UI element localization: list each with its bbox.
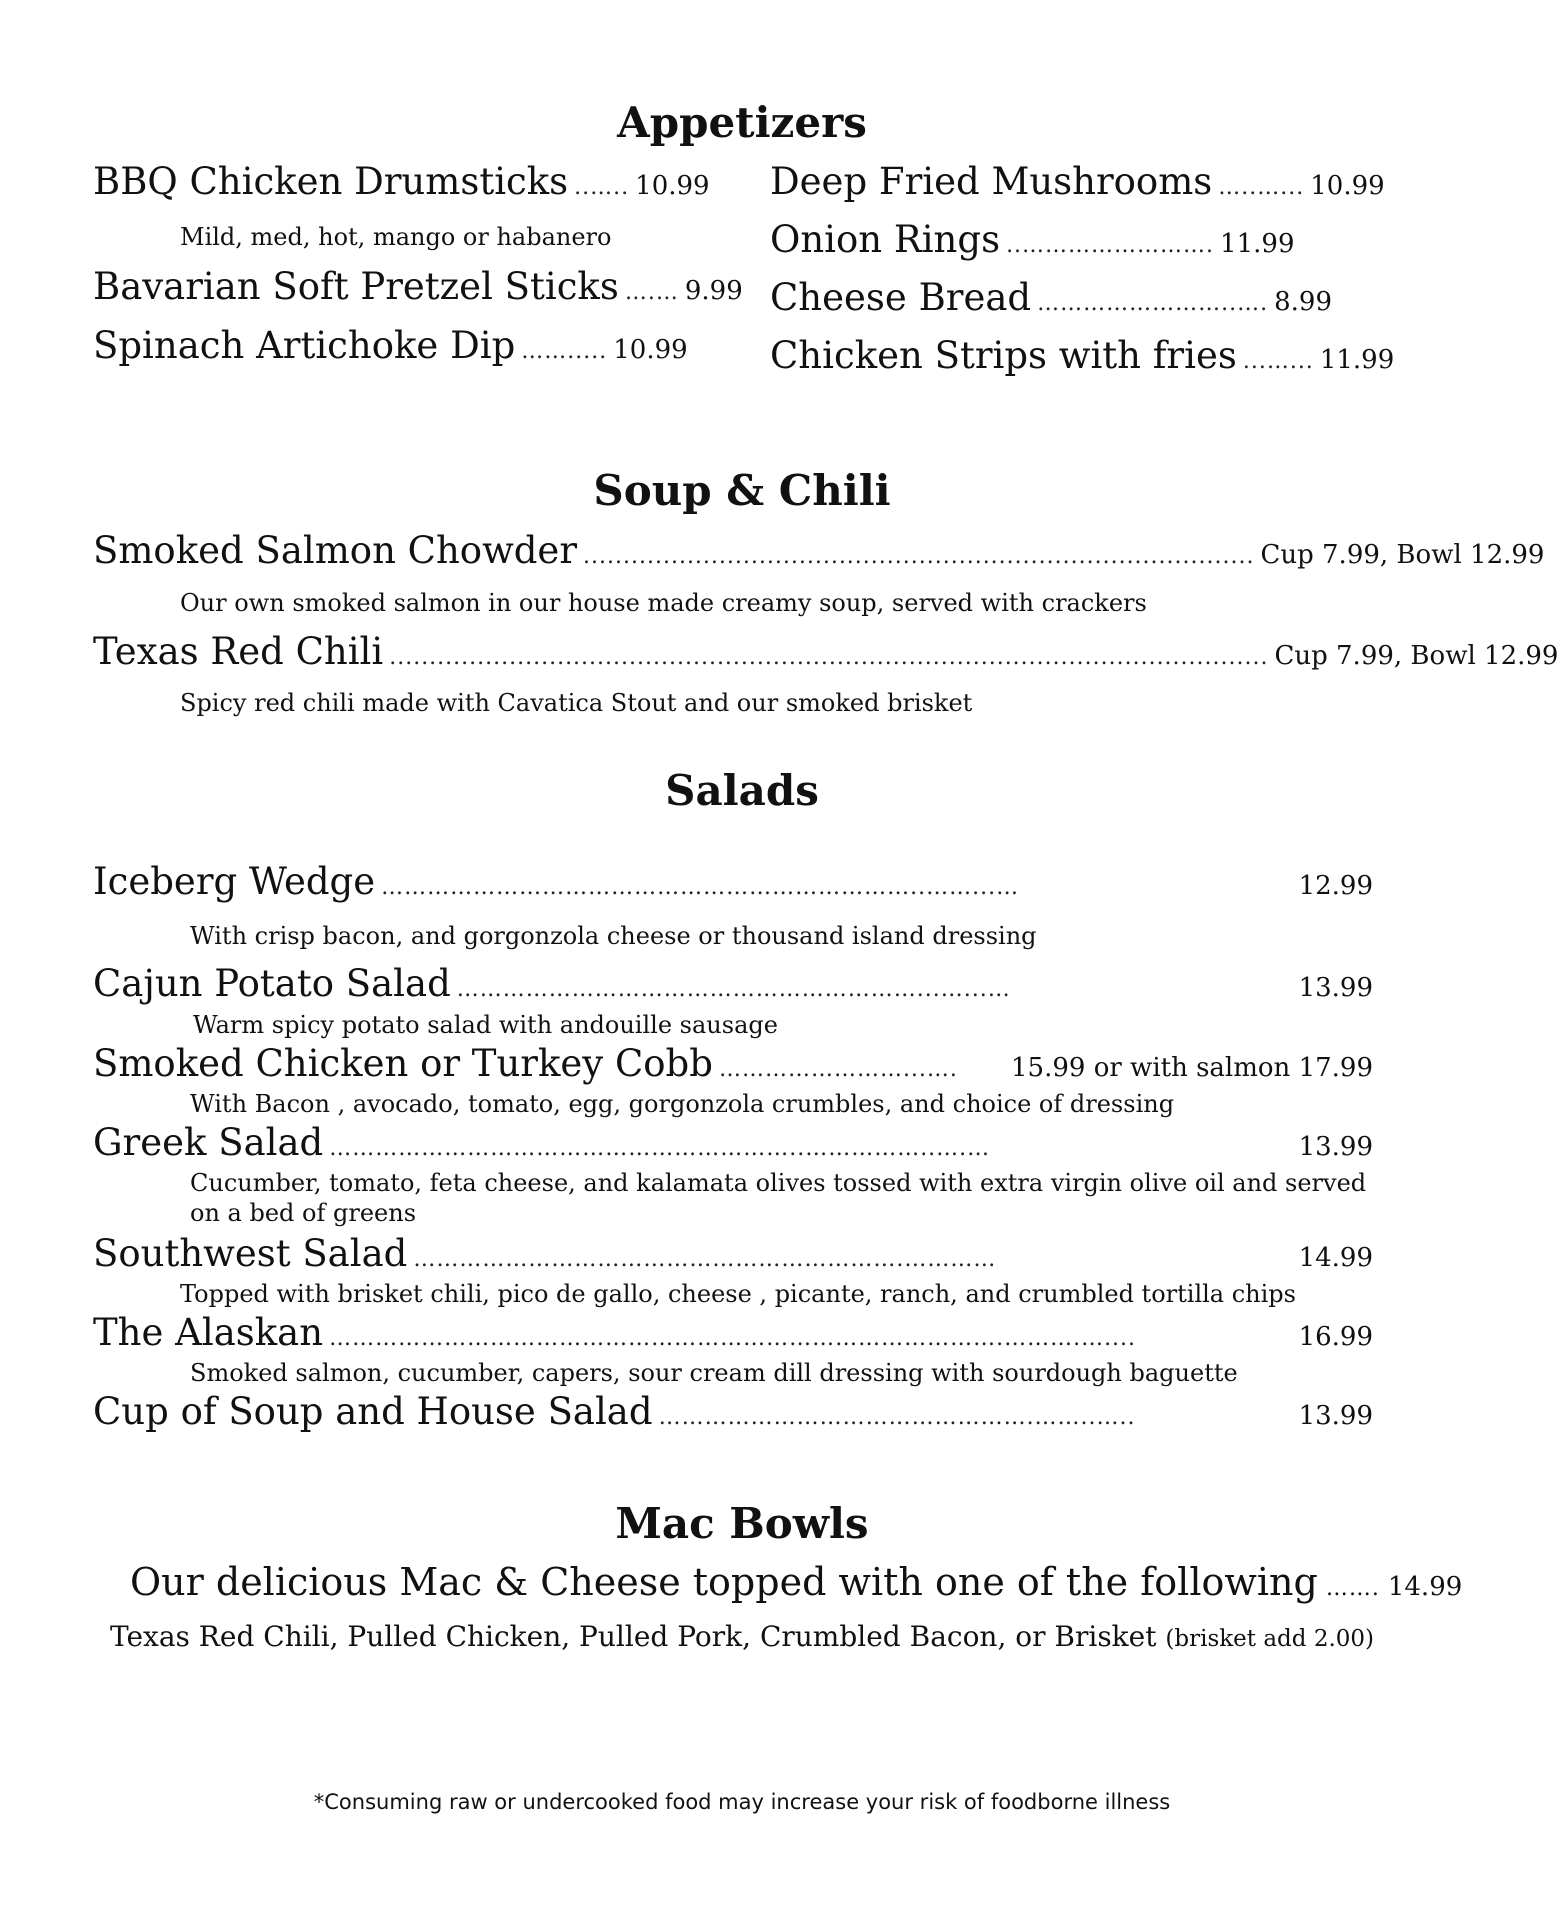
menu-item <box>770 334 1395 377</box>
item-name: BBQ Chicken Drumsticks <box>93 160 569 203</box>
menu-item <box>93 860 1373 903</box>
item-price: Cup 7.99, Bowl 12.99 <box>1274 641 1558 671</box>
item-description: Warm spicy potato salad with andouille sausage <box>193 1011 778 1039</box>
leader-dots: ..……………………. <box>1006 233 1215 258</box>
item-name: Spinach Artichoke Dip <box>93 324 516 367</box>
item-description: Topped with brisket chili, pico de gallo, cheese , picante, ranch, and crumbled tortilla chips <box>180 1280 1296 1308</box>
item-price: 15.99 or with salmon 17.99 <box>1011 1053 1373 1083</box>
item-name: Cheese Bread <box>770 276 1032 319</box>
item-name: Smoked Chicken or Turkey Cobb <box>93 1042 713 1085</box>
item-name: Chicken Strips with fries <box>770 334 1237 377</box>
menu-item <box>770 160 1390 203</box>
item-price: 11.99 <box>1319 345 1395 375</box>
leader-dots: …………………………………………………………………………….……….….... <box>329 1326 1137 1351</box>
leader-dots: ……………………..…. <box>1037 291 1269 316</box>
item-name: Smoked Salmon Chowder <box>93 529 578 572</box>
item-description: Cucumber, tomato, feta cheese, and kalamata olives tossed with extra virgin olive oil and served on a bed of greens <box>190 1169 1367 1227</box>
item-name: Deep Fried Mushrooms <box>770 160 1213 203</box>
leader-dots: .................................................................................... <box>583 544 1255 569</box>
appetizers-heading: Appetizers <box>617 98 867 147</box>
leader-dots: ..….. <box>574 175 630 200</box>
item-price: 10.99 <box>635 171 710 201</box>
menu-item <box>770 218 1390 261</box>
item-name: Southwest Salad <box>93 1232 408 1275</box>
menu-item <box>93 324 693 367</box>
item-price: 13.99 <box>1298 1401 1373 1431</box>
leader-dots: …..…... <box>1218 175 1305 200</box>
menu-item <box>770 276 1390 319</box>
menu-item <box>93 1232 1373 1275</box>
menu-item <box>93 1121 1373 1164</box>
menu-item <box>93 1042 1373 1085</box>
item-price: 14.99 <box>1298 1243 1373 1273</box>
item-name: Texas Red Chili <box>93 630 384 673</box>
item-description: Mild, med, hot, mango or habanero <box>180 223 612 251</box>
mac-bowls-heading: Mac Bowls <box>615 1499 869 1548</box>
leader-dots: ...…... <box>1242 349 1314 374</box>
item-name: The Alaskan <box>93 1311 324 1354</box>
leader-dots: ………………………………………….……..….. <box>658 1405 1136 1430</box>
leader-dots: ……………………………………………………….………… <box>413 1247 997 1272</box>
item-name: Iceberg Wedge <box>93 860 376 903</box>
item-price: Cup 7.99, Bowl 12.99 <box>1260 540 1545 570</box>
item-description: With Bacon , avocado, tomato, egg, gorgonzola crumbles, and choice of dressing <box>190 1090 1175 1118</box>
item-name: Cajun Potato Salad <box>93 962 451 1005</box>
item-name: Onion Rings <box>770 218 1001 261</box>
item-name: Bavarian Soft Pretzel Sticks <box>93 265 619 308</box>
item-description: Our own smoked salmon in our house made creamy soup, served with crackers <box>180 589 1147 617</box>
menu-item <box>93 1311 1373 1354</box>
item-price: 13.99 <box>1298 973 1373 1003</box>
leader-dots: ….… <box>624 280 679 305</box>
item-price: 13.99 <box>1298 1132 1373 1162</box>
menu-item <box>93 529 1545 572</box>
menu-item <box>93 160 710 203</box>
item-price: 11.99 <box>1220 229 1295 259</box>
leader-dots: ……. <box>1325 1576 1380 1601</box>
item-price: 9.99 <box>684 276 743 306</box>
item-name: Greek Salad <box>93 1121 324 1164</box>
brisket-note: (brisket add 2.00) <box>1165 1626 1374 1652</box>
mac-toppings: Texas Red Chili, Pulled Chicken, Pulled Pork, Crumbled Bacon, or Brisket <box>109 1620 1157 1653</box>
leader-dots: ……..... <box>521 339 608 364</box>
item-price: 14.99 <box>1387 1572 1463 1602</box>
salads-heading: Salads <box>665 766 819 815</box>
leader-dots: ……………………...…. <box>718 1057 958 1082</box>
item-price: 8.99 <box>1274 287 1332 317</box>
leader-dots: .............................................................................................................. <box>389 645 1269 670</box>
food-safety-footnote: *Consuming raw or undercooked food may increase your risk of foodborne illness <box>313 1790 1171 1814</box>
leader-dots: ……………………………………………………...…...… <box>456 977 1011 1002</box>
leader-dots: ……………………………………………………………..……...… <box>381 875 1020 900</box>
mac-bowls-item <box>130 1560 1463 1604</box>
item-description: With crisp bacon, and gorgonzola cheese or thousand island dressing <box>190 922 1037 950</box>
menu-item <box>93 1390 1373 1433</box>
item-price: 10.99 <box>1310 171 1385 201</box>
item-description: Smoked salmon, cucumber, capers, sour cream dill dressing with sourdough baguette <box>190 1359 1238 1387</box>
mac-toppings-line <box>0 1620 1484 1653</box>
item-price: 12.99 <box>1298 871 1373 901</box>
item-name: Our delicious Mac & Cheese topped with one of the following <box>130 1560 1318 1604</box>
item-price: 10.99 <box>613 335 688 365</box>
leader-dots: ……………………………………………………..……………..….… <box>329 1136 991 1161</box>
item-name: Cup of Soup and House Salad <box>93 1390 653 1433</box>
item-description: Spicy red chili made with Cavatica Stout and our smoked brisket <box>180 689 973 717</box>
menu-item <box>93 265 743 308</box>
menu-item <box>93 630 1558 673</box>
item-price: 16.99 <box>1298 1322 1373 1352</box>
soup-heading: Soup & Chili <box>593 466 891 515</box>
menu-item <box>93 962 1373 1005</box>
